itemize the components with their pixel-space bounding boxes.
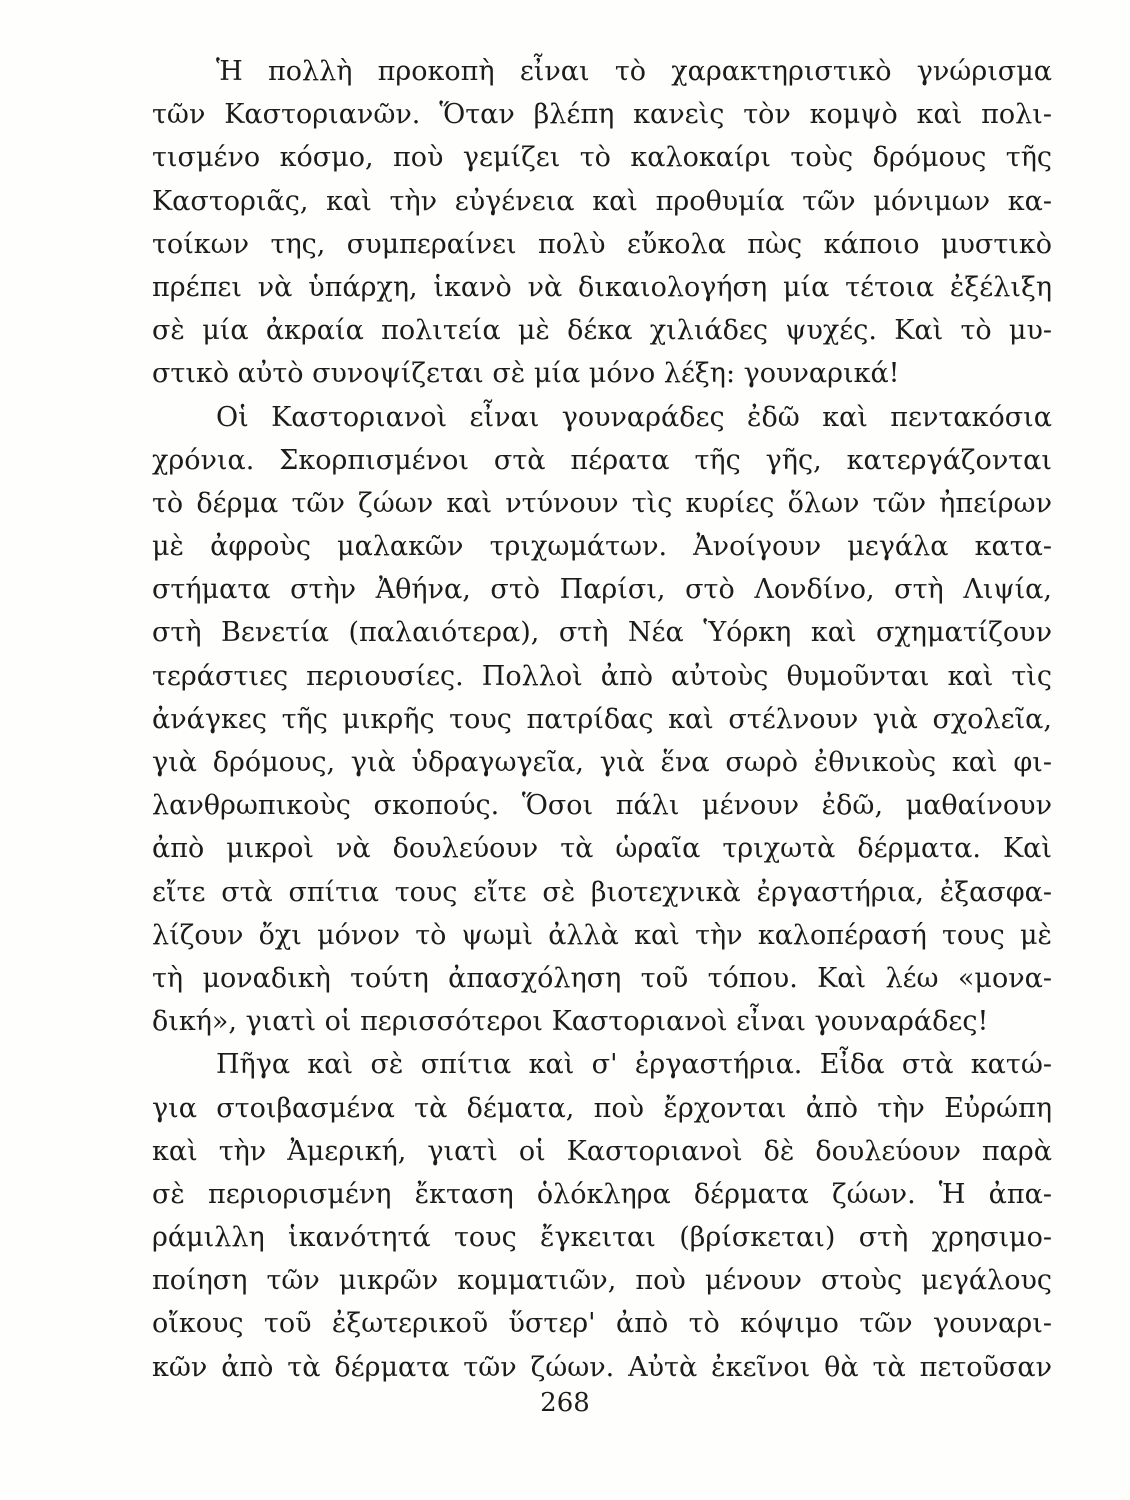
- text-line: δική», γιατὶ οἱ περισσότεροι Καστοριανοὶ εἶναι γουναράδες!: [152, 1006, 989, 1038]
- text-line: τὸ δέρμα τῶν ζώων καὶ ντύνουν τὶς κυρίες ὅλων τῶν ἠπείρων: [152, 487, 1052, 519]
- text-line: γιὰ δρόμους, γιὰ ὑδραγωγεῖα, γιὰ ἕνα σωρὸ ἐθνικοὺς καὶ φι-: [152, 747, 1052, 778]
- text-line: οἴκους τοῦ ἐξωτερικοῦ ὕστερ' ἀπὸ τὸ κόψιμο τῶν γουναρι-: [152, 1308, 1052, 1340]
- text-line: Οἱ Καστοριανοὶ εἶναι γουναράδες ἐδῶ καὶ πεντακόσια: [216, 401, 1052, 433]
- text-line: χρόνια. Σκορπισμένοι στὰ πέρατα τῆς γῆς, κατεργάζονται: [152, 444, 1052, 476]
- text-line: μὲ ἀφροὺς μαλακῶν τριχωμάτων. Ἀνοίγουν μεγάλα κατα-: [152, 531, 1052, 563]
- text-line: ἀπὸ μικροὶ νὰ δουλεύουν τὰ ὡραῖα τριχωτὰ δέρματα. Καὶ: [152, 833, 1052, 865]
- body-text: [152, 50, 1052, 1389]
- text-line: Πῆγα καὶ σὲ σπίτια καὶ σ' ἐργαστήρια. Εἶδα στὰ κατώ-: [216, 1049, 1052, 1081]
- text-line: τισμένο κόσμο, ποὺ γεμίζει τὸ καλοκαίρι τοὺς δρόμους τῆς: [152, 142, 1052, 174]
- text-line: τὴ μοναδικὴ τούτη ἀπασχόληση τοῦ τόπου. Καὶ λέω «μονα-: [152, 962, 1052, 994]
- text-line: σὲ περιορισμένη ἔκταση ὁλόκληρα δέρματα ζώων. Ἡ ἀπα-: [152, 1178, 1052, 1210]
- text-line: καὶ τὴν Ἀμερική, γιατὶ οἱ Καστοριανοὶ δὲ δουλεύουν παρὰ: [152, 1135, 1052, 1167]
- text-line: Καστοριᾶς, καὶ τὴν εὐγένεια καὶ προθυμία τῶν μόνιμων κα-: [152, 185, 1052, 217]
- text-line: ἀνάγκες τῆς μικρῆς τους πατρίδας καὶ στέλνουν γιὰ σχολεῖα,: [152, 703, 1052, 735]
- text-line: τῶν Καστοριανῶν. Ὅταν βλέπη κανεὶς τὸν κομψὸ καὶ πολι-: [152, 99, 1052, 131]
- text-line: τοίκων της, συμπεραίνει πολὺ εὔκολα πὼς κάποιο μυστικὸ: [152, 228, 1052, 260]
- text-line: στὴ Βενετία (παλαιότερα), στὴ Νέα Ὑόρκη καὶ σχηματίζουν: [152, 617, 1052, 649]
- text-line: τεράστιες περιουσίες. Πολλοὶ ἀπὸ αὐτοὺς θυμοῦνται καὶ τὶς: [152, 660, 1052, 692]
- text-line: στικὸ αὐτὸ συνοψίζεται σὲ μία μόνο λέξη: γουναρικά!: [152, 358, 900, 390]
- text-line: ποίηση τῶν μικρῶν κομματιῶν, ποὺ μένουν στοὺς μεγάλους: [152, 1265, 1052, 1297]
- text-line: εἴτε στὰ σπίτια τους εἴτε σὲ βιοτεχνικὰ ἐργαστήρια, ἐξασφα-: [152, 876, 1052, 908]
- text-line: Ἡ πολλὴ προκοπὴ εἶναι τὸ χαρακτηριστικὸ γνώρισμα: [216, 56, 1052, 87]
- text-line: λίζουν ὄχι μόνον τὸ ψωμὶ ἀλλὰ καὶ τὴν καλοπέρασή τους μὲ: [152, 919, 1052, 951]
- page-number: 268: [540, 1388, 590, 1418]
- text-line: στήματα στὴν Ἀθήνα, στὸ Παρίσι, στὸ Λονδίνο, στὴ Λιψία,: [152, 574, 1052, 606]
- text-line: ράμιλλη ἱκανότητά τους ἔγκειται (βρίσκεται) στὴ χρησιμο-: [152, 1222, 1052, 1254]
- text-line: λανθρωπικοὺς σκοπούς. Ὅσοι πάλι μένουν ἐδῶ, μαθαίνουν: [152, 790, 1052, 822]
- text-line: κῶν ἀπὸ τὰ δέρματα τῶν ζώων. Αὐτὰ ἐκεῖνοι θὰ τὰ πετοῦσαν: [152, 1351, 1052, 1383]
- text-line: για στοιβασμένα τὰ δέματα, ποὺ ἔρχονται ἀπὸ τὴν Εὐρώπη: [152, 1092, 1052, 1124]
- text-line: σὲ μία ἀκραία πολιτεία μὲ δέκα χιλιάδες ψυχές. Καὶ τὸ μυ-: [152, 315, 1052, 347]
- text-line: πρέπει νὰ ὑπάρχη, ἱκανὸ νὰ δικαιολογήση μία τέτοια ἐξέλιξη: [152, 271, 1052, 303]
